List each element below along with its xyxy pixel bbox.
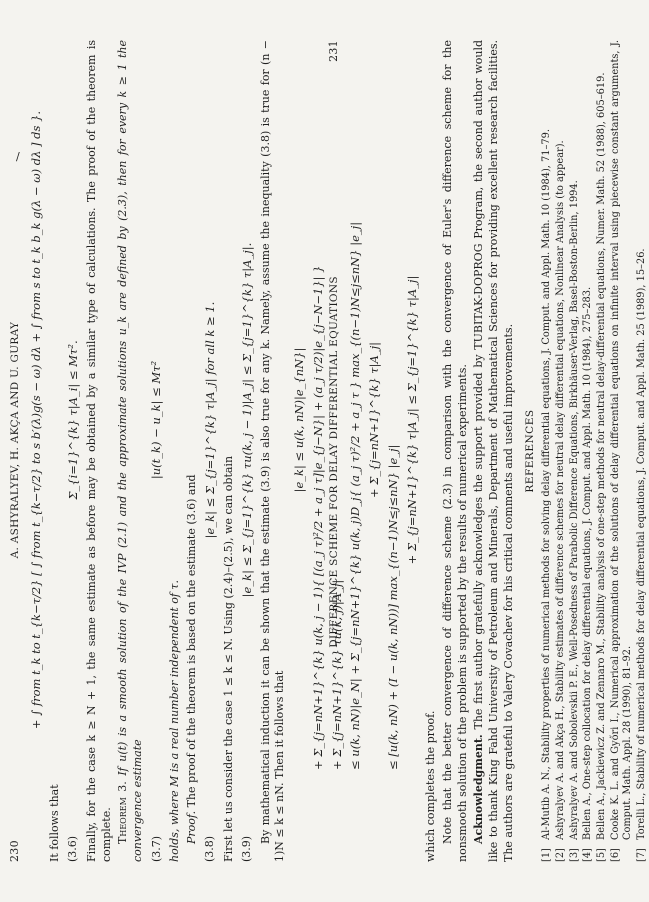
- page-number: 230: [8, 840, 21, 862]
- acknowledgment-text: The first author gratefully acknowledges the support provided by TUBITAK-DOPROG Program, the second author would like to thank King Fahd University of Petroleum and Minerals, Department of Mathematical Sciences for providing excellent research facilities. The authors are grateful to Valery Covachev for his critical comments and useful improvements.: [472, 40, 516, 862]
- references-heading: REFERENCES: [523, 409, 536, 493]
- reference-item: [2] Ashyralyev A. and Akça H., Stability estimates of difference schemes for neutral delay differential equations, Nonlinear Analysis (to appear).: [554, 140, 566, 862]
- equation-bound-2: + Σ_{j=nN+1}^{k} u(k, j − 1){ [(a_j τ)²/2 + a_j τ]|e_{j−N}| + (a_j τ/2)|e_{j−N−1}| }: [310, 265, 325, 770]
- equation-3-7: (3.7) |u(t_k) − u_k| ≤ Mτ²: [149, 360, 164, 862]
- theorem-statement: If u(t) is a smooth solution of the IVP (2.1) and the approximate solutions u_k are defined by (2.3), then for every k ≥ 1 the convergence estimate: [116, 39, 145, 862]
- reference-item: [3] Ashyralyev A. and Sobolevskii P. E., Well-Posedness of Parabolic Difference Equations, Birkhäuser-Verlag, Basel-Boston-Berlin, 1994.: [568, 180, 580, 862]
- reference-item: [6] Cooke K. L. and Győri I., Numerical approximation of the solutions of delay differential equations on infinite interval using piecewise constant arguments, J. Comput. Math. Appl. 28 (1990), 81–92.: [609, 40, 634, 862]
- equation-chain-2: + Σ_{j=nN+1}^{k} τ|A_j|: [367, 341, 382, 499]
- reference-item: [5] Bellen A., Jackiewicz Z. and Zennaro M., Stability analysis of one-step methods for neutral delay-differential equations, Numer. Math. 52 (1988), 605–619.: [596, 72, 608, 862]
- proof: [185, 40, 200, 862]
- reference-list: [541, 40, 649, 862]
- margin-mark: /: [16, 150, 20, 163]
- paragraph-induction: By mathematical induction it can be shown that the estimate (3.9) is also true for any k. Namely, assume the inequality (3.8) is true for (n − 1)N ≤ k ≤ nN. Then it follows that: [258, 40, 287, 862]
- page-number: 231: [327, 40, 340, 62]
- text-completes: which completes the proof.: [423, 710, 437, 862]
- equation-label: (3.6): [66, 835, 80, 862]
- acknowledgment: [472, 40, 517, 862]
- equation-chain-1: ≤ u(k, nN)|e_N| + Σ_{j=nN+1}^{k} u(k, j)D_j{ (a_j τ)²/2 + a_j τ } max_{(n−1)N≤j≤nN} |e_j|: [348, 221, 363, 770]
- equation-bound-3: + Σ_{j=nN+1}^{k} τu(k, j)|A_j|: [329, 579, 344, 770]
- paragraph-first-let: First let us consider the case 1 ≤ k ≤ N. Using (2.4)–(2.5), we can obtain: [221, 455, 235, 862]
- running-head-title: DIFFERENCE SCHEME FOR DELAY DIFFERENTIAL EQUATIONS: [328, 276, 340, 648]
- proof-label: Proof.: [184, 810, 198, 844]
- acknowledgment-label: Acknowledgment.: [472, 734, 486, 844]
- right-running-head: [327, 40, 342, 862]
- equation-integral-tail: + ∫ from t_k to t_{k−τ/2} [ ∫ from t_{k−τ/2} to s b′(λ)g(s − ω) dλ + ∫ from s to t_k b_k g(λ − ω) dλ ] ds }.: [29, 110, 44, 730]
- left-running-head: [8, 40, 23, 862]
- equation-chain-3: ≤ [u(k, nN) + (I − u(k, nN))] max_{(n−1)N≤j≤nN} |e_j|: [386, 444, 401, 770]
- equation-label: (3.9): [240, 835, 254, 862]
- text-holds: holds, where M is a real number independent of τ.: [168, 579, 182, 862]
- equation-label: (3.7): [149, 835, 163, 862]
- reference-item: [7] Torelli L., Stability of numerical methods for delay differential equations, J. Comput. and Appl. Math. 25 (1989), 15–26.: [636, 248, 648, 862]
- equation-3-9: (3.9) |e_k| ≤ Σ_{j=1}^{k} τu(k, j − 1)|A_j| ≤ Σ_{j=1}^{k} τ|A_j|.: [239, 242, 254, 862]
- paragraph-finally: Finally, for the case k ≥ N + 1, the same estimate as before may be obtained by a similar type of calculations. The proof of the theorem is complete.: [84, 40, 113, 862]
- text-it-follows: It follows that: [47, 784, 61, 862]
- equation-bound-1: |e_k| ≤ u(k, nN)|e_{nN}|: [291, 347, 306, 493]
- reference-item: [1] Al-Mutib A. N., Stability properties of numerical methods for solving delay differential equations, J. Comput. and Appl. Math. 10 (1984), 71–79.: [541, 129, 553, 862]
- reference-item: [4] Bellen A., One-step collocation for delay differential equations, J. Comput. and Appl. Math. 10 (1984), 275–283.: [582, 286, 594, 862]
- theorem-label: Theorem 3.: [116, 781, 130, 844]
- theorem-3: [116, 40, 146, 862]
- right-page: [319, 0, 648, 902]
- running-head-authors: A. ASHYRALYEV, H. AKÇA AND U. GURAY: [9, 321, 21, 559]
- equation-chain-4: + Σ_{j=nN+1}^{k} τ|A_j| ≤ Σ_{j=1}^{k} τ|A_j|: [405, 275, 420, 565]
- equation-3-6: (3.6) Σ_{i=1}^{k} τ|A_i| ≤ Mτ².: [65, 340, 80, 862]
- equation-3-8: (3.8) |e_k| ≤ Σ_{j=1}^{k} τ|A_j| for all k ≥ 1.: [202, 301, 217, 862]
- paragraph-note: Note that the better convergence of difference scheme (2.3) in comparison with the convergence of Euler's difference scheme for the nonsmooth solution of the problem is supported by the results of numerical experiments.: [440, 40, 469, 862]
- proof-text: The proof of the theorem is based on the estimate (3.6) and: [184, 474, 198, 808]
- equation-label: (3.8): [203, 835, 217, 862]
